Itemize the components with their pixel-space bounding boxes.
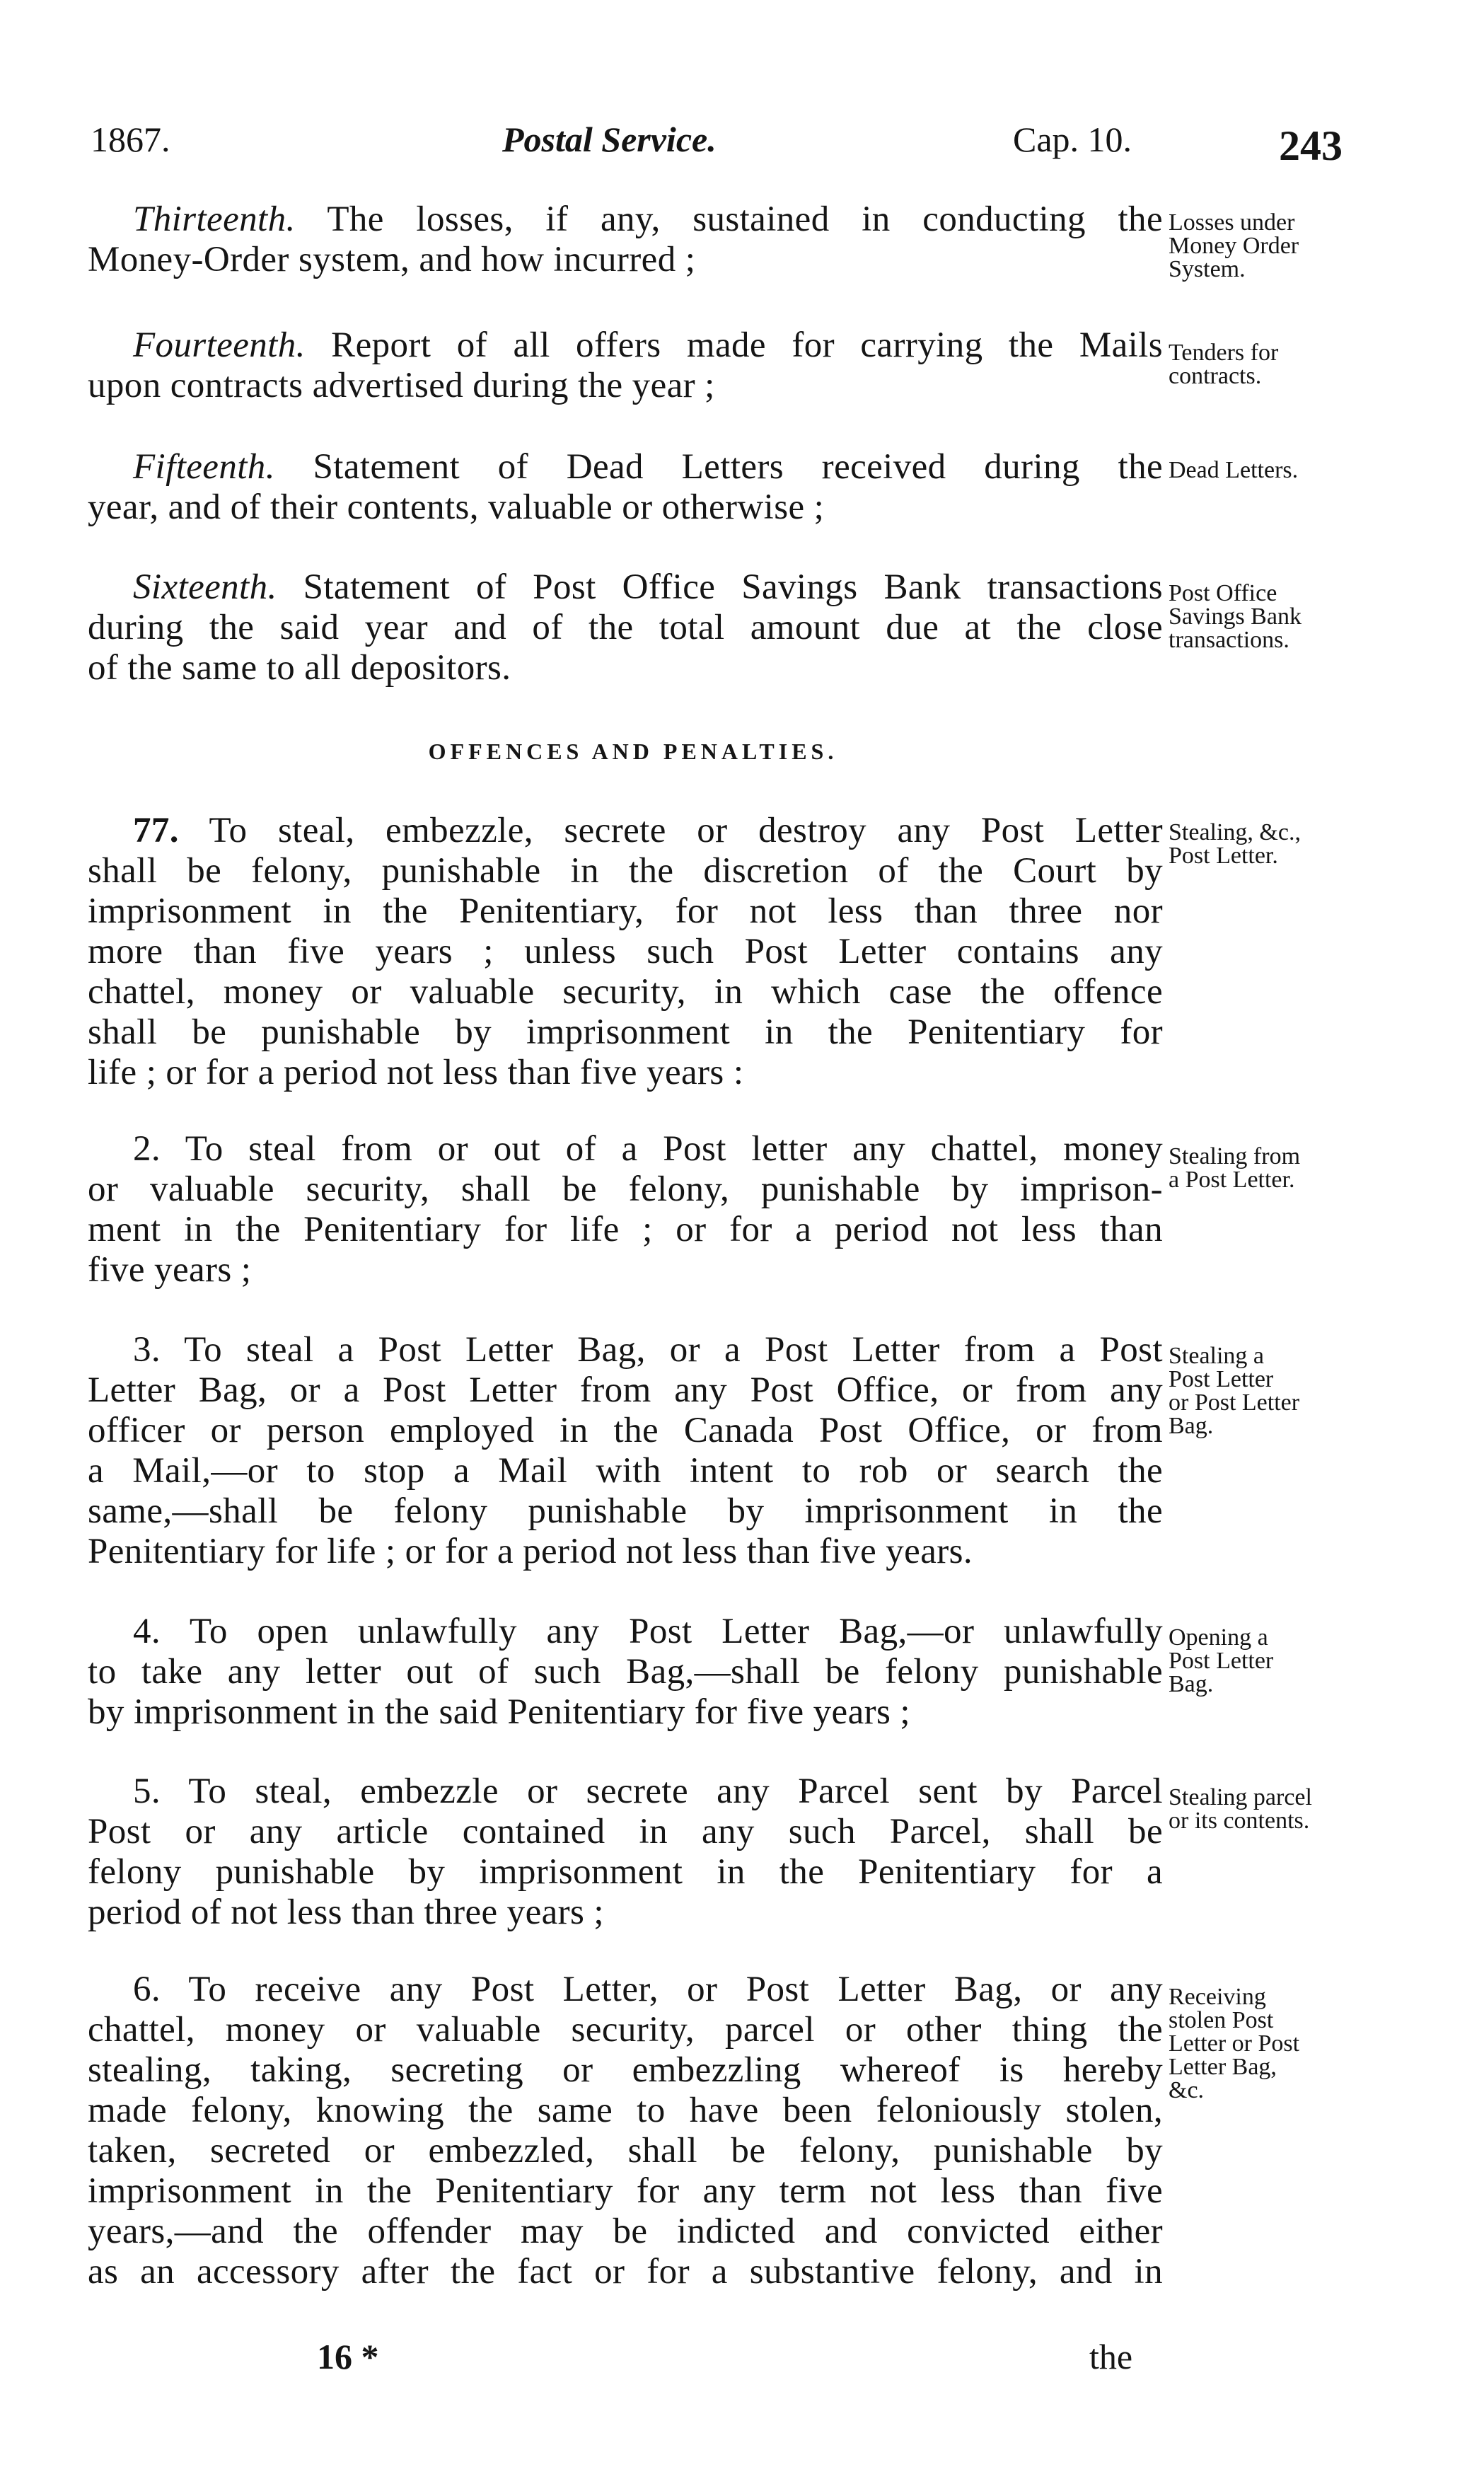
text-line: made felony, knowing the same to have been feloniously stolen, (88, 2091, 1163, 2130)
text-line: Sixteenth. Statement of Post Office Savings Bank transactions (133, 567, 1163, 607)
text-line: chattel, money or valuable security, in which case the offence (88, 972, 1163, 1012)
text-line: 5. To steal, embezzle or secrete any Parcel sent by Parcel (133, 1772, 1163, 1811)
margin-note-77: Stealing, &c., Post Letter. (1169, 819, 1301, 869)
text-line: taken, secreted or embezzled, shall be felony, punishable by (88, 2131, 1163, 2171)
text-line: imprisonment in the Penitentiary for any term not less than five (88, 2171, 1163, 2211)
margin-note-2: Stealing from a Post Letter. (1169, 1143, 1301, 1193)
text-line: Penitentiary for life ; or for a period not less than five years. (88, 1532, 973, 1571)
text-line: as an accessory after the fact or for a substantive felony, and in (88, 2252, 1163, 2292)
margin-note-sixteenth: Post Office Savings Bank transactions. (1169, 580, 1302, 653)
text-line: period of not less than three years ; (88, 1893, 604, 1932)
section-thirteenth (88, 200, 1163, 280)
penalty-2 (88, 1129, 1163, 1290)
text-line: life ; or for a period not less than five years : (88, 1053, 744, 1092)
section-heading: OFFENCES AND PENALTIES. (428, 739, 838, 764)
text-line: Fourteenth. Report of all offers made for carrying the Mails (133, 325, 1163, 365)
text-line: five years ; (88, 1250, 252, 1290)
text-line: a Mail,—or to stop a Mail with intent to rob or search the (88, 1451, 1163, 1491)
margin-note-fifteenth: Dead Letters. (1169, 457, 1299, 483)
text-line: same,—shall be felony punishable by imprisonment in the (88, 1491, 1163, 1531)
text-line: shall be punishable by imprisonment in the Penitentiary for (88, 1012, 1163, 1052)
header-chapter: Cap. 10. (1013, 120, 1132, 159)
text-line: 77. To steal, embezzle, secrete or destroy any Post Letter (133, 811, 1163, 850)
text-line: during the said year and of the total amount due at the close (88, 608, 1163, 647)
text-line: to take any letter out of such Bag,—shall be felony punishable (88, 1652, 1163, 1692)
penalty-5 (88, 1772, 1163, 1933)
catchword: the (1089, 2337, 1133, 2376)
penalty-3 (88, 1330, 1163, 1572)
text-line: year, and of their contents, valuable or otherwise ; (88, 487, 825, 527)
section-fifteenth (88, 447, 1163, 528)
text-line: Thirteenth. The losses, if any, sustained in conducting the (133, 200, 1163, 239)
text-line: more than five years ; unless such Post Letter contains any (88, 932, 1163, 971)
text-line: Fifteenth. Statement of Dead Letters received during the (133, 447, 1163, 487)
header-year: 1867. (91, 120, 170, 159)
penalty-6 (88, 1970, 1163, 2292)
section-sixteenth (88, 567, 1163, 688)
text-line: ment in the Penitentiary for life ; or for a period not less than (88, 1210, 1163, 1249)
margin-note-3: Stealing a Post Letter or Post Letter Bag. (1169, 1343, 1300, 1439)
penalty-4 (88, 1612, 1163, 1733)
text-line: imprisonment in the Penitentiary, for not less than three nor (88, 891, 1163, 931)
margin-note-thirteenth: Losses under Money Order System. (1169, 209, 1299, 282)
text-line: shall be felony, punishable in the discretion of the Court by (88, 851, 1163, 891)
text-line: Post or any article contained in any such Parcel, shall be (88, 1812, 1163, 1851)
text-line: 3. To steal a Post Letter Bag, or a Post Letter from a Post (133, 1330, 1163, 1370)
margin-note-4: Opening a Post Letter Bag. (1169, 1624, 1274, 1697)
text-line: stealing, taking, secreting or embezzling whereof is hereby (88, 2050, 1163, 2090)
text-line: Letter Bag, or a Post Letter from any Post Office, or from any (88, 1370, 1163, 1410)
margin-note-6: Receiving stolen Post Letter or Post Letter Bag, &c. (1169, 1984, 1300, 2103)
text-line: 4. To open unlawfully any Post Letter Bag,—or unlawfully (133, 1612, 1163, 1651)
text-line: 6. To receive any Post Letter, or Post Letter Bag, or any (133, 1970, 1163, 2009)
text-line: years,—and the offender may be indicted and convicted either (88, 2212, 1163, 2251)
text-line: officer or person employed in the Canada Post Office, or from (88, 1411, 1163, 1450)
header-title: Postal Service. (502, 120, 717, 159)
text-line: felony punishable by imprisonment in the Penitentiary for a (88, 1852, 1163, 1892)
penalty-77 (88, 811, 1163, 1093)
text-line: by imprisonment in the said Penitentiary for five years ; (88, 1692, 910, 1732)
margin-note-fourteenth: Tenders for contracts. (1169, 340, 1279, 389)
text-line: Money-Order system, and how incurred ; (88, 240, 696, 279)
text-line: 2. To steal from or out of a Post letter any chattel, money (133, 1129, 1163, 1169)
text-line: chattel, money or valuable security, parcel or other thing the (88, 2010, 1163, 2050)
text-line: or valuable security, shall be felony, punishable by imprison- (88, 1169, 1163, 1209)
section-fourteenth (88, 325, 1163, 406)
text-line: upon contracts advertised during the year ; (88, 366, 715, 405)
text-line: of the same to all depositors. (88, 648, 511, 688)
margin-note-5: Stealing parcel or its contents. (1169, 1784, 1312, 1834)
signature-mark: 16 * (317, 2337, 379, 2376)
header-page-number: 243 (1279, 122, 1343, 169)
